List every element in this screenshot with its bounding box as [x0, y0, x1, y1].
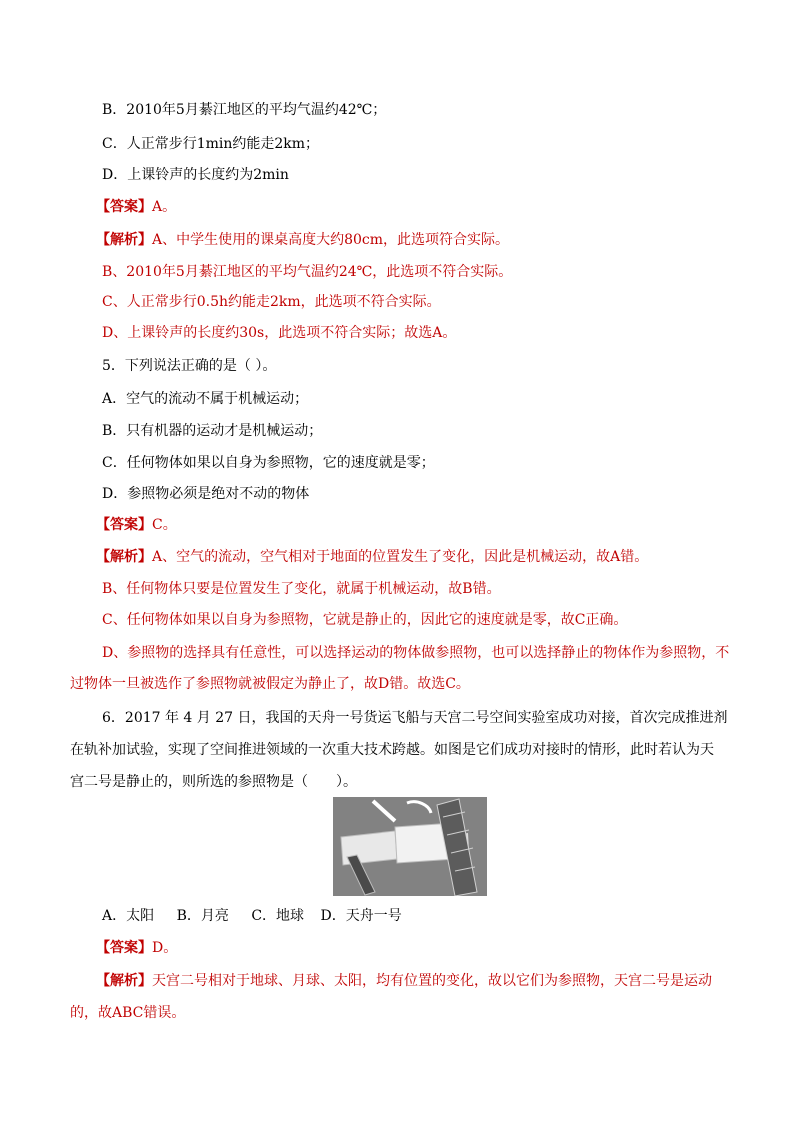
q4-option-c: C．人正常步行1min约能走2km；	[102, 136, 320, 152]
q6-stem-line2: 在轨补加试验，实现了空间推进领域的一次重大技术跨越。如图是它们成功对接时的情形，此时若认为天	[70, 742, 714, 758]
q5-option-c: C．任何物体如果以自身为参照物，它的速度就是零；	[102, 455, 435, 471]
q6-option-b: B．月亮	[176, 908, 229, 924]
q4-option-d: D．上课铃声的长度约为2min	[102, 167, 289, 183]
analysis-tag: 【解析】	[96, 973, 152, 989]
q6-option-c: C．地球	[251, 908, 305, 924]
analysis-tag: 【解析】	[96, 232, 152, 248]
q4-answer	[96, 197, 176, 217]
q4-option-b: B．2010年5月綦江地区的平均气温约42℃；	[102, 102, 387, 118]
analysis-tag: 【解析】	[96, 549, 152, 565]
q6-option-d: D．天舟一号	[320, 908, 402, 924]
q6-analysis-line2: 的，故ABC错误。	[70, 1005, 186, 1021]
q6-option-a: A．太阳	[102, 908, 155, 924]
q4-analysis-line2: B、2010年5月綦江地区的平均气温约24℃，此选项不符合实际。	[102, 264, 513, 280]
q5-analysis-line1	[96, 547, 648, 567]
q5-option-b: B．只有机器的运动才是机械运动；	[102, 423, 323, 439]
q5-analysis-line5: 过物体一旦被选作了参照物就被假定为静止了，故D错。故选C。	[70, 676, 470, 692]
q5-answer	[96, 515, 177, 535]
q5-analysis-line2: B、任何物体只要是位置发生了变化，就属于机械运动，故B错。	[102, 581, 501, 597]
analysis-text: A、空气的流动，空气相对于地面的位置发生了变化，因此是机械运动，故A错。	[152, 549, 649, 565]
answer-tag: 【答案】	[96, 940, 152, 956]
analysis-text: 天宫二号相对于地球、月球、太阳，均有位置的变化，故以它们为参照物，天宫二号是运动	[152, 973, 712, 989]
answer-text: D。	[152, 940, 178, 956]
analysis-text: A、中学生使用的课桌高度大约80cm，此选项符合实际。	[152, 232, 510, 248]
spacecraft-docking-photo-icon	[333, 797, 487, 896]
q6-stem-line1: 6．2017 年 4 月 27 日，我国的天舟一号货运飞船与天宫二号空间实验室成功对接，首次完成推进剂	[102, 710, 728, 726]
q4-analysis-line3: C、人正常步行0.5h约能走2km，此选项不符合实际。	[102, 294, 441, 310]
q4-analysis-line1	[96, 230, 509, 250]
q5-option-a: A．空气的流动不属于机械运动；	[102, 391, 309, 407]
q6-options	[102, 906, 420, 926]
q5-analysis-line3: C、任何物体如果以自身为参照物，它就是静止的，因此它的速度就是零，故C正确。	[102, 612, 628, 628]
q6-stem-line3: 宫二号是静止的，则所选的参照物是（ ）。	[70, 774, 357, 790]
q6-answer	[96, 938, 177, 958]
answer-text: A。	[152, 199, 177, 215]
answer-tag: 【答案】	[96, 199, 152, 215]
answer-text: C。	[152, 517, 177, 533]
answer-tag: 【答案】	[96, 517, 152, 533]
q5-stem: 5．下列说法正确的是（ ）。	[102, 358, 277, 374]
q4-analysis-line4: D、上课铃声的长度约30s，此选项不符合实际；故选A。	[102, 325, 457, 341]
q5-option-d: D．参照物必须是绝对不动的物体	[102, 486, 310, 502]
q6-analysis-line1	[96, 971, 712, 991]
q5-analysis-line4: D、参照物的选择具有任意性，可以选择运动的物体做参照物，也可以选择静止的物体作为参照物，不	[102, 645, 730, 661]
